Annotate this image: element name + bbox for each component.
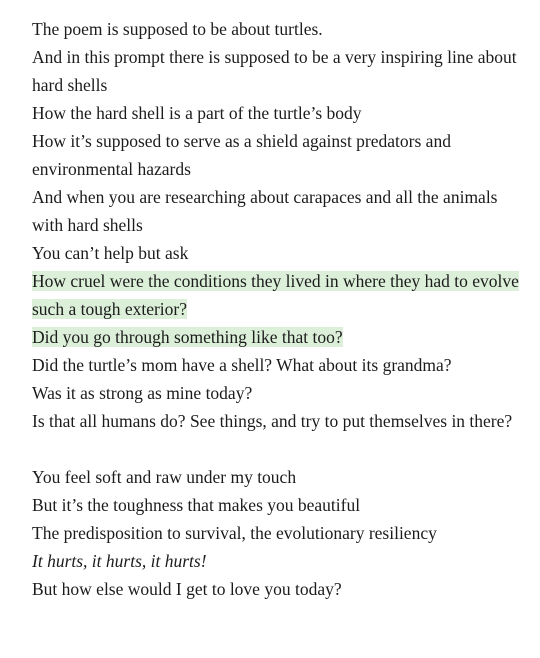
stanza-1 xyxy=(32,15,522,435)
highlighted-line xyxy=(32,267,522,323)
poem-line: The predisposition to survival, the evolutionary resiliency xyxy=(32,523,437,543)
poem-text xyxy=(32,15,522,603)
poem-line: And in this prompt there is supposed to be a very inspiring line about hard shells xyxy=(32,47,517,95)
poem-line: You can’t help but ask xyxy=(32,243,189,263)
stanza-break xyxy=(32,435,522,463)
poem-line: The poem is supposed to be about turtles. xyxy=(32,19,323,39)
poem-line: You feel soft and raw under my touch xyxy=(32,467,297,487)
highlight-mark: How cruel were the conditions they lived in where they had to evolve such a tough exterior? xyxy=(32,271,519,319)
highlighted-line xyxy=(32,323,522,351)
poem-line: How it’s supposed to serve as a shield against predators and environmental hazards xyxy=(32,131,451,179)
poem-line: And when you are researching about carapaces and all the animals with hard shells xyxy=(32,187,498,235)
poem-line: How the hard shell is a part of the turtle’s body xyxy=(32,103,362,123)
stanza-2 xyxy=(32,463,522,603)
poem-line: Was it as strong as mine today? xyxy=(32,383,253,403)
poem-line: But how else would I get to love you today? xyxy=(32,579,342,599)
highlight-mark: Did you go through something like that too? xyxy=(32,327,343,347)
poem-line: Is that all humans do? See things, and try to put themselves in there? xyxy=(32,411,513,431)
poem-line: Did the turtle’s mom have a shell? What about its grandma? xyxy=(32,355,452,375)
italic-line: It hurts, it hurts, it hurts! xyxy=(32,551,207,571)
poem-line: But it’s the toughness that makes you beautiful xyxy=(32,495,361,515)
